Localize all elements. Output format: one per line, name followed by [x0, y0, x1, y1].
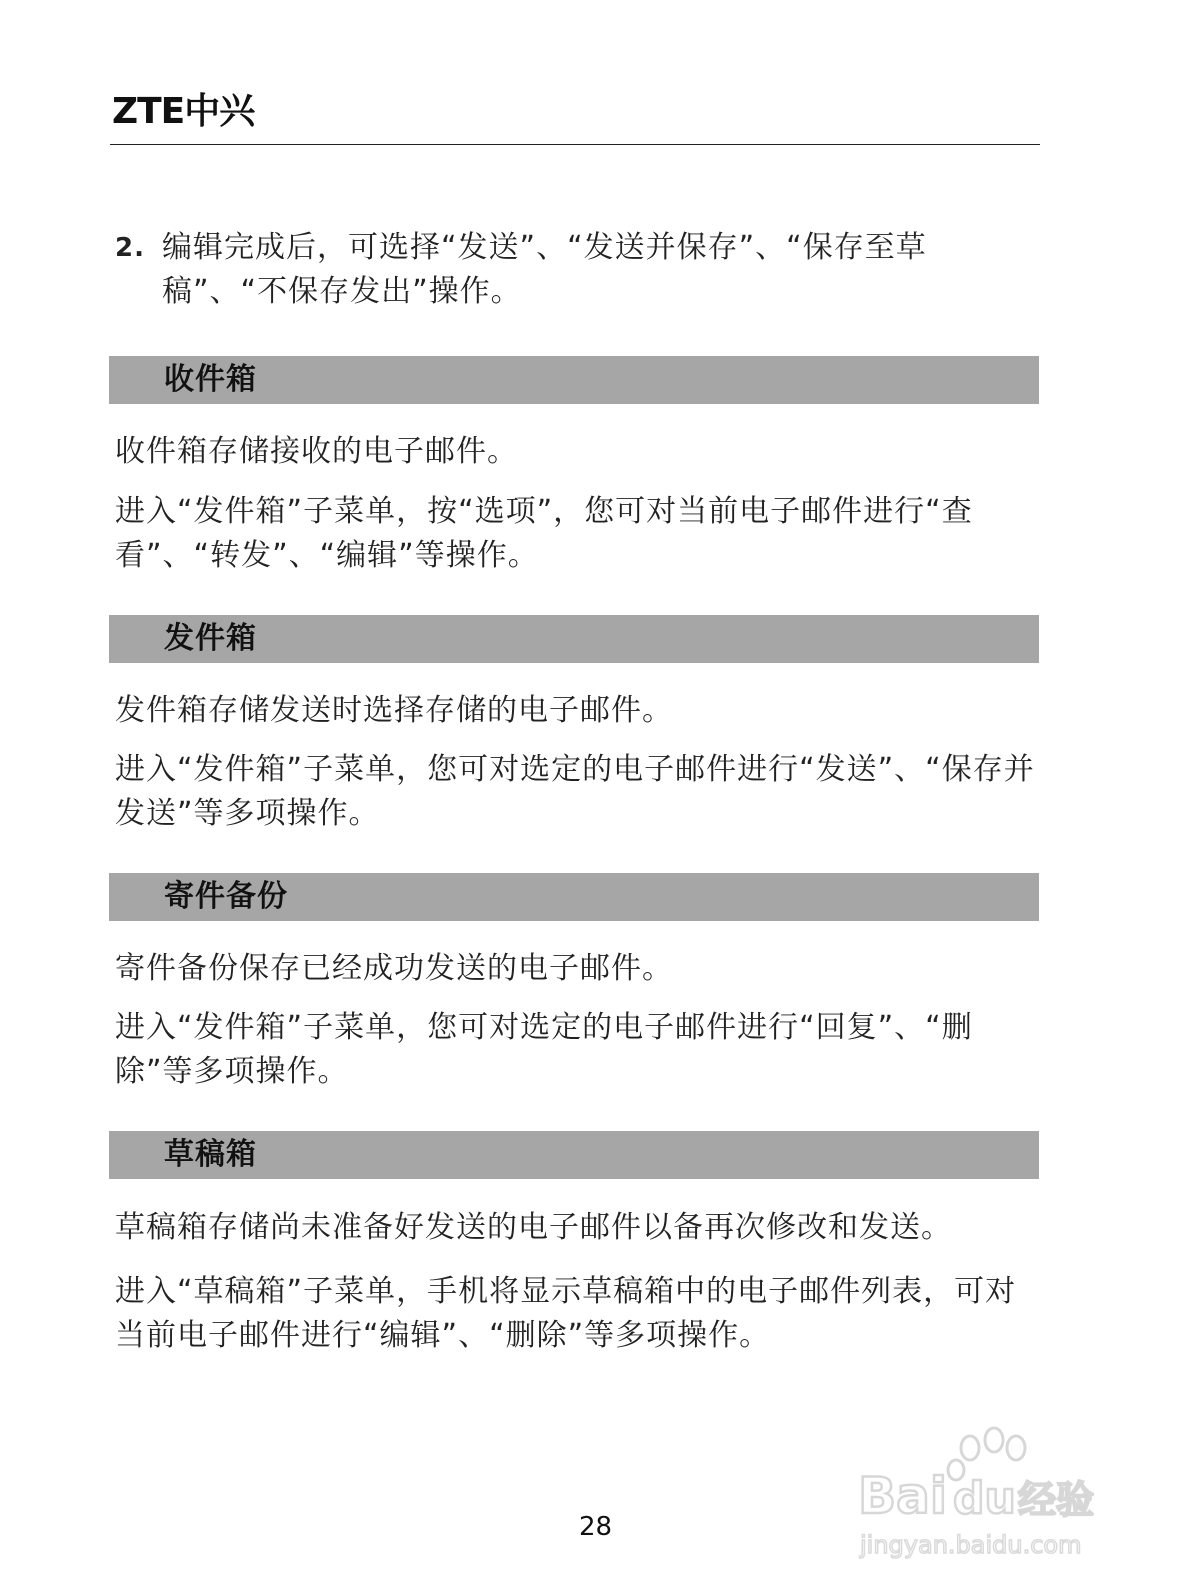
page-number: 28: [578, 1512, 613, 1542]
section-paragraph: 进入“发件箱”子菜单，按“选项”，您可对当前电子邮件进行“查看”、“转发”、“编辑”等操作。: [115, 494, 973, 573]
section-paragraph: 进入“草稿箱”子菜单，手机将显示草稿箱中的电子邮件列表，可对当前电子邮件进行“编辑”、“删除”等多项操作。: [115, 1274, 1017, 1353]
section-paragraph: 寄件备份保存已经成功发送的电子邮件。: [115, 951, 673, 986]
zte-logo: ZTE中兴: [112, 91, 255, 132]
section-header-sent: [109, 873, 1039, 921]
section-header-drafts: [109, 1131, 1039, 1179]
svg-text:du: du: [953, 1473, 1016, 1524]
section-title: 草稿箱: [164, 1137, 257, 1172]
baidu-watermark-logo: [858, 1418, 1128, 1568]
numbered-step: [115, 226, 1040, 314]
page-header: [110, 92, 1040, 145]
section-paragraph: 收件箱存储接收的电子邮件。: [115, 434, 518, 469]
section-paragraph: 草稿箱存储尚未准备好发送的电子邮件以备再次修改和发送。: [115, 1210, 952, 1245]
section-paragraph: 进入“发件箱”子菜单，您可对选定的电子邮件进行“回复”、“删除”等多项操作。: [115, 1010, 973, 1089]
svg-text:jingyan.baidu.com: jingyan.baidu.com: [860, 1531, 1082, 1559]
svg-text:经验: 经验: [1018, 1478, 1095, 1522]
svg-text:Bai: Bai: [858, 1467, 947, 1525]
section-title: 寄件备份: [164, 879, 288, 914]
section-header-inbox: [109, 356, 1039, 404]
section-header-outbox: [109, 615, 1039, 663]
section-title: 发件箱: [164, 621, 257, 656]
section-title: 收件箱: [164, 362, 257, 397]
section-paragraph: 发件箱存储发送时选择存储的电子邮件。: [115, 693, 673, 728]
section-paragraph: 进入“发件箱”子菜单，您可对选定的电子邮件进行“发送”、“保存并发送”等多项操作。: [115, 752, 1035, 831]
step-text: 编辑完成后，可选择“发送”、“发送并保存”、“保存至草稿”、“不保存发出”操作。: [162, 230, 927, 309]
step-number: 2.: [115, 233, 145, 263]
